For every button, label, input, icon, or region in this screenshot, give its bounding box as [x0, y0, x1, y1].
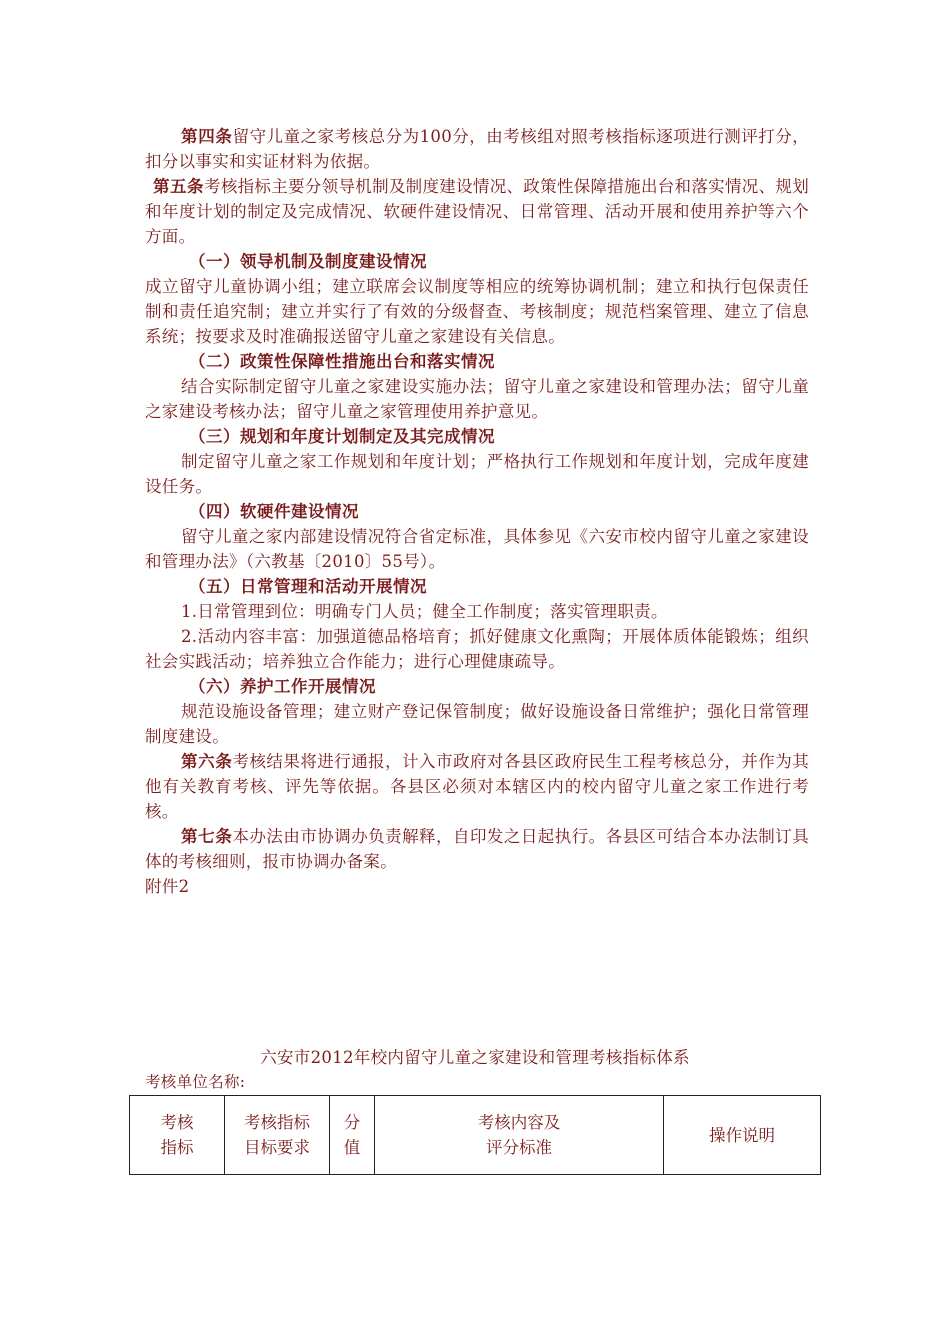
article-4	[145, 124, 809, 174]
article-6-label: 第六条	[181, 752, 233, 771]
section-5-item-1: 1.日常管理到位：明确专门人员；健全工作制度；落实管理职责。	[181, 602, 668, 621]
indicator-table	[129, 1095, 821, 1175]
section-6-heading: （六）养护工作开展情况	[189, 677, 376, 696]
section-3-text: 制定留守儿童之家工作规划和年度计划；严格执行工作规划和年度计划，完成年度建设任务。	[145, 452, 809, 496]
attachment-label: 附件2	[145, 877, 190, 896]
article-6-text: 考核结果将进行通报，计入市政府对各县区政府民生工程考核总分，并作为其他有关教育考核、评先等依据。各县区必须对本辖区内的校内留守儿童之家工作进行考核。	[145, 752, 809, 821]
header-cell-content: 考核内容及 评分标准	[375, 1096, 664, 1175]
article-4-label: 第四条	[181, 127, 233, 146]
section-2-heading: （二）政策性保障性措施出台和落实情况	[189, 352, 495, 371]
section-1-heading: （一）领导机制及制度建设情况	[189, 252, 427, 271]
header-cell-operation: 操作说明	[664, 1096, 821, 1175]
article-7-label: 第七条	[181, 827, 233, 846]
section-4-text: 留守儿童之家内部建设情况符合省定标准，具体参见《六安市校内留守儿童之家建设和管理办法》（六教基〔2010〕55号）。	[145, 527, 809, 571]
article-7-text: 本办法由市协调办负责解释，自印发之日起执行。各县区可结合本办法制订具体的考核细则，报市协调办备案。	[145, 827, 809, 871]
header-cell-indicator: 考核 指标	[130, 1096, 225, 1175]
article-5-text: 考核指标主要分领导机制及制度建设情况、政策性保障措施出台和落实情况、规划和年度计划的制定及完成情况、软硬件建设情况、日常管理、活动开展和使用养护等六个方面。	[145, 177, 809, 246]
article-4-text: 留守儿童之家考核总分为100分，由考核组对照考核指标逐项进行测评打分，扣分以事实和实证材料为依据。	[145, 127, 810, 171]
regulation-body	[145, 124, 809, 899]
section-5-heading: （五）日常管理和活动开展情况	[189, 577, 427, 596]
table-header-row	[130, 1096, 821, 1175]
section-1-text: 成立留守儿童协调小组；建立联席会议制度等相应的统筹协调机制；建立和执行包保责任制和责任追究制；建立并实行了有效的分级督查、考核制度；规范档案管理、建立了信息系统；按要求及时准确报送留守儿童之家建设有关信息。	[145, 277, 809, 346]
section-6-text: 规范设施设备管理；建立财产登记保管制度；做好设施设备日常维护；强化日常管理制度建设。	[145, 702, 809, 746]
article-7	[145, 824, 809, 874]
assessment-unit-label: 考核单位名称:	[145, 1073, 246, 1091]
header-cell-score: 分 值	[330, 1096, 375, 1175]
appendix-title: 六安市2012年校内留守儿童之家建设和管理考核指标体系	[260, 1048, 690, 1067]
section-2-text: 结合实际制定留守儿童之家建设实施办法；留守儿童之家建设和管理办法；留守儿童之家建设考核办法；留守儿童之家管理使用养护意见。	[145, 377, 809, 421]
article-5	[145, 174, 809, 249]
section-3-heading: （三）规划和年度计划制定及其完成情况	[189, 427, 495, 446]
article-6	[145, 749, 809, 824]
section-5-item-2: 2.活动内容丰富：加强道德品格培育；抓好健康文化熏陶；开展体质体能锻炼；组织社会实践活动；培养独立合作能力；进行心理健康疏导。	[145, 627, 809, 671]
article-5-label: 第五条	[153, 177, 205, 196]
section-4-heading: （四）软硬件建设情况	[189, 502, 359, 521]
header-cell-target: 考核指标 目标要求	[225, 1096, 330, 1175]
